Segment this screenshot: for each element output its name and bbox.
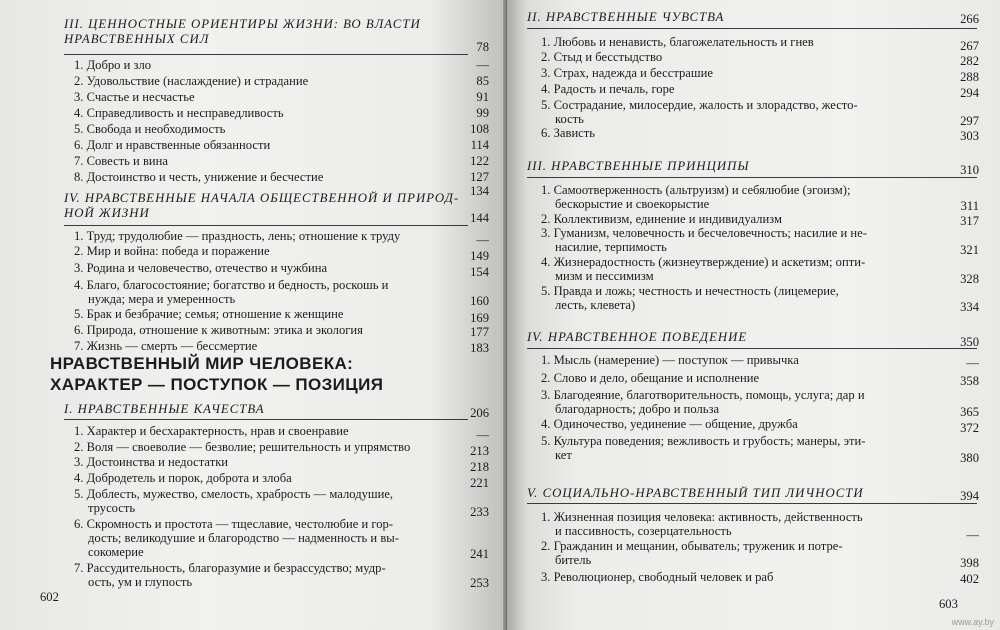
toc-item: 4. Добродетель и порок, доброта и злоба — [74, 471, 292, 485]
folio-left: 602 — [40, 590, 59, 604]
toc-item: 5. Доблесть, мужество, смелость, храбрость — малодушие, — [74, 487, 394, 501]
divider — [527, 348, 977, 349]
divider — [527, 177, 977, 178]
toc-item: 1. Характер и бесхарактерность, нрав и своенравие — [74, 424, 349, 438]
watermark: www.ay.by — [951, 617, 994, 627]
toc-item: битель — [555, 553, 592, 567]
page-number: 334 — [960, 300, 979, 314]
toc-item: 3. Родина и человечество, отечество и чужбина — [74, 261, 328, 275]
toc-item: сокомерие — [88, 545, 144, 559]
toc-item: трусость — [88, 501, 136, 515]
page-number: 154 — [470, 265, 489, 279]
page-number: 213 — [470, 444, 489, 458]
toc-item: 2. Гражданин и мещанин, обыватель; труженик и потре- — [541, 539, 843, 553]
page-number: 183 — [470, 341, 489, 355]
section-heading: НРАВСТВЕННЫХ СИЛ — [64, 32, 210, 46]
page-number: 311 — [960, 199, 979, 213]
page-number: 372 — [960, 421, 979, 435]
page-number: 122 — [470, 154, 489, 168]
section-heading: IV. НРАВСТВЕННОЕ ПОВЕДЕНИЕ — [527, 330, 748, 344]
divider — [527, 503, 977, 504]
toc-item: 8. Достоинство и честь, унижение и бесчестие — [74, 170, 324, 184]
toc-item: 3. Страх, надежда и бесстрашие — [541, 66, 713, 80]
toc-item: 7. Рассудительность, благоразумие и безрассудство; мудр- — [74, 561, 386, 575]
toc-item: 6. Скромность и простота — тщеславие, честолюбие и гор- — [74, 517, 394, 531]
toc-item: 4. Радость и печаль, горе — [541, 82, 675, 96]
page-number: 317 — [960, 214, 979, 228]
toc-item: мизм и пессимизм — [555, 269, 654, 283]
toc-item: 2. Слово и дело, обещание и исполнение — [541, 371, 760, 385]
toc-item: 1. Любовь и ненависть, благожелательность и гнев — [541, 35, 814, 49]
toc-item: 5. Сострадание, милосердие, жалость и злорадство, жесто- — [541, 98, 858, 112]
page-number: 350 — [960, 335, 979, 349]
toc-item: 3. Достоинства и недостатки — [74, 455, 229, 469]
page-number: — — [966, 356, 979, 370]
page-number: — — [476, 428, 489, 442]
part-title: ХАРАКТЕР — ПОСТУПОК — ПОЗИЦИЯ — [50, 375, 384, 394]
toc-item: 1. Труд; трудолюбие — праздность, лень; отношение к труду — [74, 229, 401, 243]
page-number: 253 — [470, 576, 489, 590]
page-number: 78 — [476, 40, 489, 54]
toc-item: 3. Гуманизм, человечность и бесчеловечность; насилие и не- — [541, 226, 867, 240]
toc-item: 5. Брак и безбрачие; семья; отношение к женщине — [74, 307, 344, 321]
toc-item: бескорыстие и своекорыстие — [555, 197, 710, 211]
toc-item: 2. Коллективизм, единение и индивидуализм — [541, 212, 782, 226]
page-number: — — [476, 233, 489, 247]
page-number: 267 — [960, 39, 979, 53]
toc-item: 6. Природа, отношение к животным: этика и экология — [74, 323, 363, 337]
section-heading: IV. НРАВСТВЕННЫЕ НАЧАЛА ОБЩЕСТВЕННОЙ И ПРИРОД- — [64, 191, 460, 205]
divider — [527, 28, 977, 29]
folio-right: 603 — [939, 597, 958, 611]
page-number: 328 — [960, 272, 979, 286]
divider — [64, 54, 468, 55]
page-number: 358 — [960, 374, 979, 388]
toc-item: 7. Жизнь — смерть — бессмертие — [74, 339, 258, 353]
toc-item: 7. Совесть и вина — [74, 154, 168, 168]
toc-item: кость — [555, 112, 584, 126]
toc-item: 6. Зависть — [541, 126, 596, 140]
page-number: 380 — [960, 451, 979, 465]
toc-item: дость; великодушие и благородство — надменность и вы- — [88, 531, 399, 545]
toc-item: 5. Культура поведения; вежливость и грубость; манеры, эти- — [541, 434, 866, 448]
page-number: 114 — [470, 138, 489, 152]
toc-item: 2. Воля — своеволие — безволие; решительность и упрямство — [74, 440, 411, 454]
page-number: 288 — [960, 70, 979, 84]
page-number: 266 — [960, 12, 979, 26]
toc-item: 4. Благо, благосостояние; богатство и бедность, роскошь и — [74, 278, 389, 292]
toc-item: лесть, клевета) — [555, 298, 636, 312]
toc-item: 4. Справедливость и несправедливость — [74, 106, 284, 120]
section-heading: I. НРАВСТВЕННЫЕ КАЧЕСТВА — [64, 402, 265, 416]
page-number: 127 — [470, 170, 489, 184]
page-number: 144 — [470, 211, 489, 225]
page-number: 241 — [470, 547, 489, 561]
page-number: 365 — [960, 405, 979, 419]
page-number: 221 — [470, 476, 489, 490]
toc-item: 1. Самоотверженность (альтруизм) и себялюбие (эгоизм); — [541, 183, 851, 197]
toc-item: 3. Революционер, свободный человек и раб — [541, 570, 774, 584]
part-title: НРАВСТВЕННЫЙ МИР ЧЕЛОВЕКА: — [50, 354, 354, 373]
toc-item: насилие, терпимость — [555, 240, 667, 254]
page-number: 297 — [960, 114, 979, 128]
page-number: 91 — [476, 90, 489, 104]
toc-item: кет — [555, 448, 572, 462]
section-heading: III. НРАВСТВЕННЫЕ ПРИНЦИПЫ — [527, 159, 750, 173]
toc-item: и пассивность, созерцательность — [555, 524, 732, 538]
page-number: — — [476, 58, 489, 72]
divider — [64, 225, 468, 226]
page-number: — — [966, 528, 979, 542]
section-heading: III. ЦЕННОСТНЫЕ ОРИЕНТИРЫ ЖИЗНИ: ВО ВЛАСТИ — [64, 17, 421, 31]
page-number: 85 — [476, 74, 489, 88]
toc-item: 1. Мысль (намерение) — поступок — привычка — [541, 353, 799, 367]
toc-item: 5. Свобода и необходимость — [74, 122, 226, 136]
right-page — [507, 0, 1000, 630]
toc-item: нужда; мера и умеренность — [88, 292, 236, 306]
toc-item: 1. Жизненная позиция человека: активность, действенность — [541, 510, 863, 524]
page-number: 108 — [470, 122, 489, 136]
toc-item: 2. Стыд и бесстыдство — [541, 50, 663, 64]
page-number: 169 — [470, 311, 489, 325]
page-number: 394 — [960, 489, 979, 503]
page-number: 134 — [470, 184, 489, 198]
section-heading: V. СОЦИАЛЬНО-НРАВСТВЕННЫЙ ТИП ЛИЧНОСТИ — [527, 486, 864, 500]
toc-item: 2. Мир и война: победа и поражение — [74, 244, 270, 258]
divider — [64, 419, 468, 420]
section-heading: НОЙ ЖИЗНИ — [64, 206, 150, 220]
page-number: 206 — [470, 406, 489, 420]
toc-item: 4. Одиночество, уединение — общение, дружба — [541, 417, 798, 431]
page-number: 149 — [470, 249, 489, 263]
toc-item: 3. Благодеяние, благотворительность, помощь, услуга; дар и — [541, 388, 865, 402]
page-number: 160 — [470, 294, 489, 308]
toc-item: 5. Правда и ложь; честность и нечестность (лицемерие, — [541, 284, 839, 298]
page-number: 233 — [470, 505, 489, 519]
toc-item: 2. Удовольствие (наслаждение) и страдание — [74, 74, 309, 88]
page-number: 310 — [960, 163, 979, 177]
toc-item: 1. Добро и зло — [74, 58, 152, 72]
page-number: 321 — [960, 243, 979, 257]
page-number: 99 — [476, 106, 489, 120]
page-number: 303 — [960, 129, 979, 143]
toc-item: 3. Счастье и несчастье — [74, 90, 195, 104]
toc-item: ость, ум и глупость — [88, 575, 193, 589]
section-heading: II. НРАВСТВЕННЫЕ ЧУВСТВА — [527, 10, 725, 24]
page-number: 177 — [470, 325, 489, 339]
page-number: 218 — [470, 460, 489, 474]
page-number: 398 — [960, 556, 979, 570]
toc-item: 4. Жизнерадостность (жизнеутверждение) и аскетизм; опти- — [541, 255, 866, 269]
toc-item: 6. Долг и нравственные обязанности — [74, 138, 271, 152]
toc-item: благодарность; добро и польза — [555, 402, 720, 416]
page-number: 402 — [960, 572, 979, 586]
page-number: 294 — [960, 86, 979, 100]
page-number: 282 — [960, 54, 979, 68]
